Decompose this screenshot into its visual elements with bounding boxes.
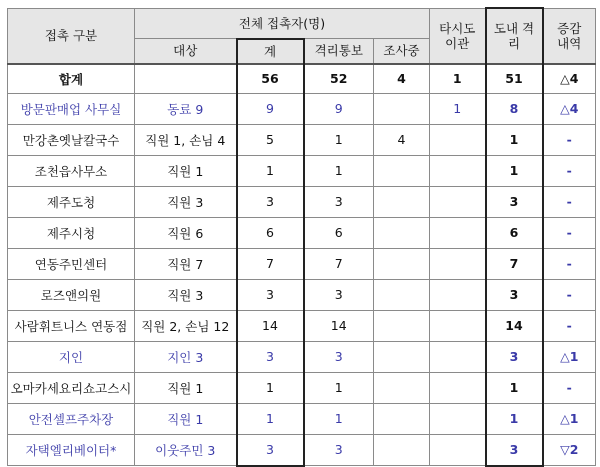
cell-investigating: 4 bbox=[374, 64, 430, 94]
cell-place: 만강촌옛날칼국수 bbox=[8, 124, 135, 155]
cell-sum: 5 bbox=[237, 124, 304, 155]
header-transfer bbox=[430, 8, 486, 64]
cell-target: 직원 1 bbox=[135, 372, 237, 403]
table-row bbox=[8, 248, 596, 279]
cell-place: 로즈앤의원 bbox=[8, 279, 135, 310]
header-in-province-line1: 도내 격 bbox=[493, 20, 535, 36]
cell-transfer bbox=[430, 372, 486, 403]
cell-transfer bbox=[430, 186, 486, 217]
cell-transfer bbox=[430, 341, 486, 372]
cell-in-province: 3 bbox=[486, 434, 543, 466]
cell-investigating bbox=[374, 372, 430, 403]
cell-target bbox=[135, 64, 237, 94]
cell-sum: 3 bbox=[237, 434, 304, 466]
total-row bbox=[8, 64, 596, 94]
cell-investigating bbox=[374, 186, 430, 217]
cell-change: - bbox=[543, 248, 596, 279]
cell-sum: 56 bbox=[237, 64, 304, 94]
header-change-line2: 내역 bbox=[557, 35, 582, 51]
cell-transfer bbox=[430, 279, 486, 310]
header-change bbox=[543, 8, 596, 64]
cell-in-province: 14 bbox=[486, 310, 543, 341]
header-in-province-line2: 리 bbox=[507, 35, 521, 51]
cell-transfer bbox=[430, 217, 486, 248]
cell-change: △1 bbox=[543, 341, 596, 372]
cell-place: 조천읍사무소 bbox=[8, 155, 135, 186]
table-row bbox=[8, 372, 596, 403]
cell-notice: 7 bbox=[304, 248, 374, 279]
cell-in-province: 51 bbox=[486, 64, 543, 94]
cell-transfer bbox=[430, 403, 486, 434]
cell-in-province: 8 bbox=[486, 93, 543, 124]
header-notice: 격리통보 bbox=[304, 39, 374, 64]
header-sum: 계 bbox=[237, 39, 304, 64]
cell-transfer: 1 bbox=[430, 64, 486, 94]
cell-investigating bbox=[374, 217, 430, 248]
cell-notice: 9 bbox=[304, 93, 374, 124]
cell-transfer bbox=[430, 310, 486, 341]
table-row bbox=[8, 403, 596, 434]
header-transfer-line2: 이관 bbox=[445, 35, 470, 51]
cell-change: - bbox=[543, 372, 596, 403]
cell-transfer bbox=[430, 155, 486, 186]
table-row bbox=[8, 434, 596, 466]
cell-sum: 1 bbox=[237, 403, 304, 434]
cell-investigating bbox=[374, 248, 430, 279]
header-transfer-line1: 타시도 bbox=[439, 20, 476, 36]
cell-notice: 1 bbox=[304, 155, 374, 186]
cell-notice: 1 bbox=[304, 124, 374, 155]
cell-in-province: 7 bbox=[486, 248, 543, 279]
cell-transfer bbox=[430, 434, 486, 466]
table-row bbox=[8, 93, 596, 124]
table-row bbox=[8, 279, 596, 310]
cell-place: 연동주민센터 bbox=[8, 248, 135, 279]
cell-target: 직원 1 bbox=[135, 155, 237, 186]
cell-change: △4 bbox=[543, 93, 596, 124]
cell-investigating bbox=[374, 93, 430, 124]
table-row bbox=[8, 155, 596, 186]
cell-sum: 9 bbox=[237, 93, 304, 124]
table-row bbox=[8, 124, 596, 155]
table-row bbox=[8, 341, 596, 372]
cell-place: 제주도청 bbox=[8, 186, 135, 217]
cell-investigating bbox=[374, 155, 430, 186]
header-target: 대상 bbox=[135, 39, 237, 64]
cell-change: - bbox=[543, 186, 596, 217]
cell-investigating bbox=[374, 279, 430, 310]
cell-investigating bbox=[374, 310, 430, 341]
cell-target: 직원 3 bbox=[135, 279, 237, 310]
cell-change: △4 bbox=[543, 64, 596, 94]
table-body bbox=[8, 64, 596, 466]
cell-sum: 1 bbox=[237, 372, 304, 403]
cell-transfer bbox=[430, 248, 486, 279]
cell-place: 안전셀프주차장 bbox=[8, 403, 135, 434]
contact-table bbox=[7, 7, 596, 467]
cell-target: 직원 1 bbox=[135, 403, 237, 434]
cell-place: 자택엘리베이터* bbox=[8, 434, 135, 466]
cell-notice: 1 bbox=[304, 372, 374, 403]
cell-in-province: 3 bbox=[486, 279, 543, 310]
cell-in-province: 1 bbox=[486, 372, 543, 403]
header-in-province bbox=[486, 8, 543, 64]
cell-investigating bbox=[374, 434, 430, 466]
cell-target: 동료 9 bbox=[135, 93, 237, 124]
cell-place: 오마카세요리쇼고스시 bbox=[8, 372, 135, 403]
cell-sum: 3 bbox=[237, 186, 304, 217]
cell-transfer: 1 bbox=[430, 93, 486, 124]
cell-sum: 3 bbox=[237, 279, 304, 310]
cell-in-province: 3 bbox=[486, 186, 543, 217]
table-row bbox=[8, 217, 596, 248]
cell-place: 지인 bbox=[8, 341, 135, 372]
cell-place: 방문판매업 사무실 bbox=[8, 93, 135, 124]
header-total-contacts: 전체 접촉자(명) bbox=[135, 8, 430, 39]
table-row bbox=[8, 186, 596, 217]
cell-notice: 3 bbox=[304, 341, 374, 372]
cell-target: 직원 3 bbox=[135, 186, 237, 217]
cell-sum: 3 bbox=[237, 341, 304, 372]
cell-target: 직원 2, 손님 12 bbox=[135, 310, 237, 341]
cell-notice: 3 bbox=[304, 279, 374, 310]
cell-sum: 14 bbox=[237, 310, 304, 341]
cell-change: - bbox=[543, 217, 596, 248]
cell-change: - bbox=[543, 124, 596, 155]
cell-change: - bbox=[543, 155, 596, 186]
header-change-line1: 증감 bbox=[557, 20, 582, 36]
cell-notice: 14 bbox=[304, 310, 374, 341]
header-investigating: 조사중 bbox=[374, 39, 430, 64]
cell-investigating: 4 bbox=[374, 124, 430, 155]
cell-notice: 52 bbox=[304, 64, 374, 94]
cell-in-province: 1 bbox=[486, 155, 543, 186]
table-row bbox=[8, 310, 596, 341]
cell-sum: 7 bbox=[237, 248, 304, 279]
cell-notice: 6 bbox=[304, 217, 374, 248]
cell-in-province: 1 bbox=[486, 403, 543, 434]
cell-target: 직원 7 bbox=[135, 248, 237, 279]
cell-target: 직원 1, 손님 4 bbox=[135, 124, 237, 155]
cell-notice: 3 bbox=[304, 434, 374, 466]
cell-transfer bbox=[430, 124, 486, 155]
cell-change: - bbox=[543, 279, 596, 310]
cell-investigating bbox=[374, 403, 430, 434]
cell-place: 제주시청 bbox=[8, 217, 135, 248]
cell-change: - bbox=[543, 310, 596, 341]
header-category: 접촉 구분 bbox=[8, 8, 135, 64]
cell-notice: 3 bbox=[304, 186, 374, 217]
cell-target: 지인 3 bbox=[135, 341, 237, 372]
cell-target: 이웃주민 3 bbox=[135, 434, 237, 466]
cell-target: 직원 6 bbox=[135, 217, 237, 248]
cell-investigating bbox=[374, 341, 430, 372]
cell-change: ▽2 bbox=[543, 434, 596, 466]
cell-in-province: 1 bbox=[486, 124, 543, 155]
cell-in-province: 3 bbox=[486, 341, 543, 372]
cell-place: 합계 bbox=[8, 64, 135, 94]
cell-sum: 1 bbox=[237, 155, 304, 186]
cell-notice: 1 bbox=[304, 403, 374, 434]
cell-in-province: 6 bbox=[486, 217, 543, 248]
cell-place: 사람휘트니스 연동점 bbox=[8, 310, 135, 341]
cell-sum: 6 bbox=[237, 217, 304, 248]
cell-change: △1 bbox=[543, 403, 596, 434]
